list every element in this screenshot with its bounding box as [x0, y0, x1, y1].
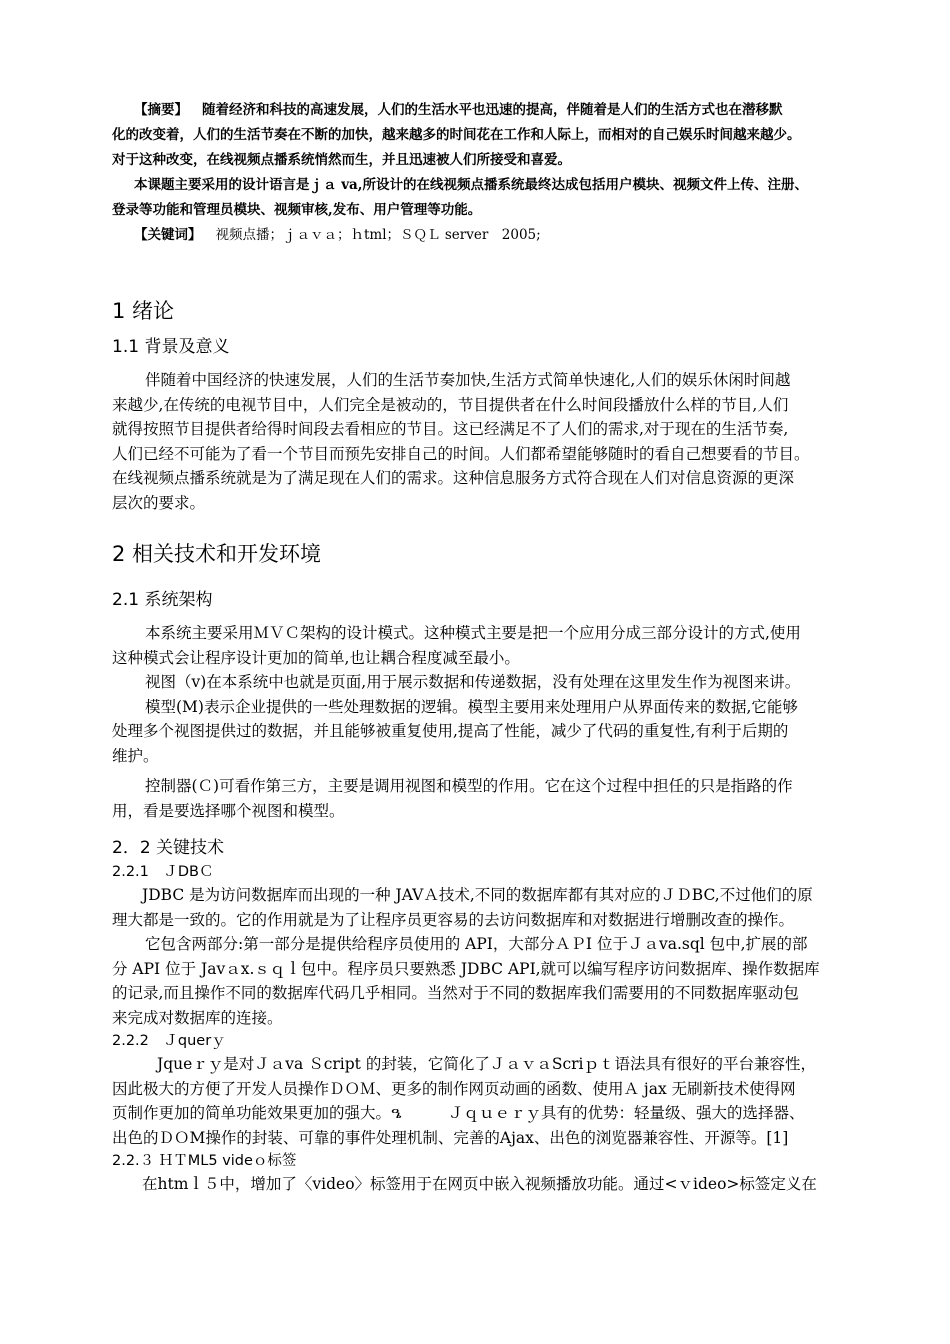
abstract-line: 化的改变着，人们的生活节奏在不断的加快，越来越多的时间花在工作和人际上，而相对的自己娱乐时间越来越少。 — [112, 127, 801, 143]
abstract-label: 【摘要】 — [134, 102, 188, 118]
paragraph-line: 这种模式会让程序设计更加的简单,也让耦合程度减至最小。 — [112, 648, 520, 667]
paragraph-line: 本系统主要采用ＭＶＣ架构的设计模式。这种模式主要是把一个应用分成三部分设计的方式,使用 — [145, 624, 801, 642]
paragraph-line: 处理多个视图提供过的数据，并且能够被重复使用,提高了性能，减少了代码的重复性,有利于后期的 — [112, 722, 789, 740]
paragraph-line: 就得按照节目提供者给得时间段去看相应的节目。这已经满足不了人们的需求,对于现在的生活节奏, — [112, 420, 789, 438]
paragraph-line: 用，看是要选择哪个视图和模型。 — [112, 801, 345, 820]
abstract-line: 随着经济和科技的高速发展，人们的生活水平也迅速的提高，伴随着是人们的生活方式也在潜移默 — [202, 102, 783, 118]
section-heading-2-2-2: 2.2.2 Ｊquerｙ — [112, 1033, 226, 1049]
paragraph-line: 视图（v)在本系统中也就是页面,用于展示数据和传递数据，没有处理在这里发生作为视图来讲。 — [145, 673, 801, 691]
section-heading-2-2-1: 2.2.1 ＪDBＣ — [112, 864, 214, 880]
paragraph-line: Jqueｒｙ是对Ｊａva Ｓcript 的封装，它简化了ＪａｖａScriｐｔ语法具有很好的平台兼容性， — [157, 1055, 817, 1073]
section-heading-2-2: 2．2 关键技术 — [112, 838, 225, 858]
paragraph-line: 模型(M)表示企业提供的一些处理数据的逻辑。模型主要用来处理用户从界面传来的数据,它能够 — [145, 697, 798, 716]
section-heading-1: 1 绪论 — [112, 299, 175, 323]
paragraph-line: 人们已经不可能为了看一个节目而预先安排自己的时间。人们都希望能够随时的看自己想要看的节目。 — [112, 444, 810, 463]
abstract-line: 本课题主要采用的设计语言是ｊａ va,所设计的在线视频点播系统最终达成包括用户模块、视频文件上传、注册、 — [134, 177, 808, 193]
paragraph-line: 维护。 — [112, 746, 159, 765]
abstract-block — [112, 98, 872, 248]
keywords-line — [134, 223, 872, 248]
keywords-text: 视频点播；ｊａｖａ；ｈtml；ＳＱＬ server 2005; — [215, 227, 541, 243]
paragraph-line: 来完成对数据库的连接。 — [112, 1008, 283, 1027]
paragraph-line: 理大都是一致的。它的作用就是为了让程序员更容易的去访问数据库和对数据进行增删改查的操作。 — [112, 910, 795, 929]
abstract-line: 对于这种改变，在线视频点播系统悄然而生，并且迅速被人们所接受和喜爱。 — [112, 152, 571, 168]
paragraph-line: 在线视频点播系统就是为了满足现在人们的需求。这种信息服务方式符合现在人们对信息资源的更深 — [112, 469, 795, 487]
paragraph-line: JDBC 是为访问数据库而出现的一种 JAVＡ技术,不同的数据库都有其对应的ＪＤBC,不过他们的原 — [142, 886, 813, 904]
paragraph-line: 层次的要求。 — [112, 493, 206, 512]
paragraph-line: 出色的ＤＯM操作的封装、可靠的事件处理机制、完善的Ajax、出色的浏览器兼容性、开源等。[1] — [112, 1128, 789, 1147]
section-heading-1-1: 1.1 背景及意义 — [112, 337, 230, 357]
section-heading-2-1: 2.1 系统架构 — [112, 590, 213, 610]
body-content — [112, 296, 864, 1197]
paragraph-line: 在htmｌ５中，增加了〈video〉标签用于在网页中嵌入视频播放功能。通过<ｖideo>标签定义在 — [142, 1175, 817, 1193]
paragraph-line: 伴随着中国经济的快速发展，人们的生活节奏加快,生活方式简单快速化,人们的娱乐休闲时间越 — [145, 371, 791, 389]
section-heading-2-2-3: 2.2.３ ＨＴML5 videｏ标签 — [112, 1153, 297, 1169]
paragraph-line: 分 API 位于 Javａx.ｓｑｌ包中。程序员只要熟悉 JDBC API,就可以编写程序访问数据库、操作数据库 — [112, 959, 820, 978]
paragraph-line: 页制作更加的简单功能效果更加的强大。ዔ Ｊｑｕｅｒｙ具有的优势：轻量级、强大的选择器、 — [112, 1104, 805, 1122]
paragraph-line: 来越少,在传统的电视节目中，人们完全是被动的，节目提供者在什么时间段播放什么样的节目,人们 — [112, 395, 789, 414]
keywords-label: 【关键词】 — [134, 227, 202, 243]
abstract-line: 登录等功能和管理员模块、视频审核,发布、用户管理等功能。 — [112, 202, 482, 218]
paragraph-line: 它包含两部分:第一部分是提供给程序员使用的 API，大部分ＡＰI 位于Ｊａva.sql 包中,扩展的部 — [145, 935, 808, 953]
paragraph-line: 的记录,而且操作不同的数据库代码几乎相同。当然对于不同的数据库我们需要用的不同数据库驱动包 — [112, 984, 799, 1002]
section-heading-2: 2 相关技术和开发环境 — [112, 542, 322, 566]
paragraph-line: 因此极大的方便了开发人员操作ＤＯＭ、更多的制作网页动画的函数、使用Ａ jax 无刷新技术使得网 — [112, 1079, 796, 1098]
paragraph-line: 控制器(Ｃ)可看作第三方，主要是调用视图和模型的作用。它在这个过程中担任的只是指路的作 — [145, 777, 793, 795]
abstract-paragraph-1 — [112, 98, 872, 123]
